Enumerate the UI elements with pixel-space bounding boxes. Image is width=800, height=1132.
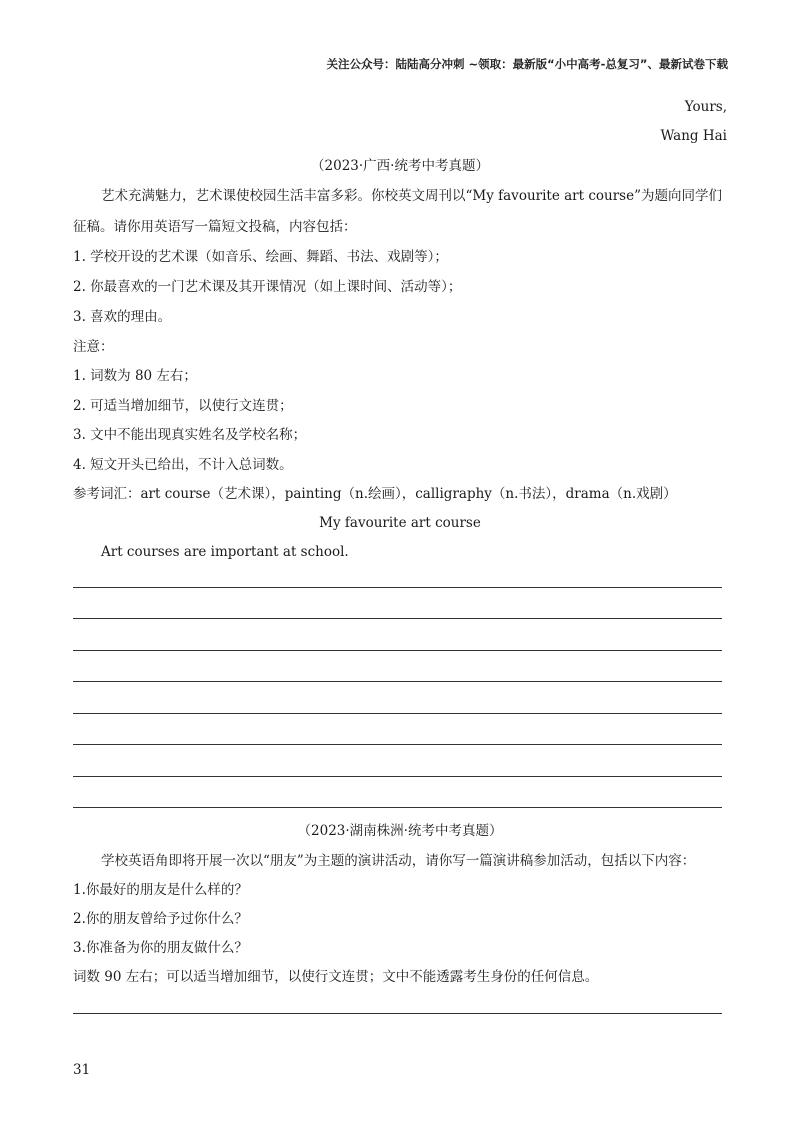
task1-point-1: 1. 学校开设的艺术课（如音乐、绘画、舞蹈、书法、戏剧等）； (73, 249, 448, 265)
letter-closing: Yours, (684, 99, 727, 115)
task2-question-3: 3.你准备为你的朋友做什么？ (73, 940, 248, 956)
writing-line (73, 807, 722, 808)
writing-line (73, 587, 722, 588)
task1-point-3: 3. 喜欢的理由。 (73, 309, 172, 325)
task2-intro: 学校英语角即将开展一次以“朋友”为主题的演讲活动，请你写一篇演讲稿参加活动，包括以下内容： (101, 853, 696, 869)
task1-source: （2023·广西·统考中考真题） (311, 158, 489, 174)
letter-signature: Wang Hai (660, 128, 727, 144)
task1-point-2: 2. 你最喜欢的一门艺术课及其开课情况（如上课时间、活动等）； (73, 279, 462, 295)
task1-intro-line2: 征稿。请你用英语写一篇短文投稿，内容包括： (73, 219, 357, 235)
task2-question-1: 1.你最好的朋友是什么样的？ (73, 882, 248, 898)
writing-line (73, 650, 722, 651)
task1-note-3: 3. 文中不能出现真实姓名及学校名称； (73, 427, 307, 443)
task1-essay-title: My favourite art course (319, 515, 481, 531)
task1-notes-label: 注意： (73, 339, 114, 355)
task2-question-2: 2.你的朋友曾给予过你什么？ (73, 911, 248, 927)
task1-essay-start: Art courses are important at school. (101, 544, 349, 560)
task1-note-1: 1. 词数为 80 左右； (73, 368, 197, 384)
task1-note-2: 2. 可适当增加细节，以使行文连贯； (73, 398, 293, 414)
task2-requirements: 词数 90 左右；可以适当增加细节，以使行文连贯；文中不能透露考生身份的任何信息。 (73, 969, 599, 985)
task1-note-4: 4. 短文开头已给出，不计入总词数。 (73, 457, 293, 473)
writing-line (73, 681, 722, 682)
writing-line (73, 744, 722, 745)
page-number: 31 (73, 1062, 91, 1078)
writing-line (73, 618, 722, 619)
task1-vocab: 参考词汇：art course（艺术课），painting（n.绘画），calligraphy（n.书法），drama（n.戏剧） (73, 486, 677, 502)
writing-line (73, 1013, 722, 1014)
page-header: 关注公众号：陆陆高分冲刺 ~领取：最新版“小中高考-总复习”、最新试卷下载 (326, 57, 728, 71)
task2-source: （2023·湖南株洲·统考中考真题） (297, 823, 503, 839)
task1-intro-line1: 艺术充满魅力，艺术课使校园生活丰富多彩。你校英文周刊以“My favourite art course”为题向同学们 (101, 188, 722, 204)
writing-line (73, 713, 722, 714)
writing-line (73, 776, 722, 777)
